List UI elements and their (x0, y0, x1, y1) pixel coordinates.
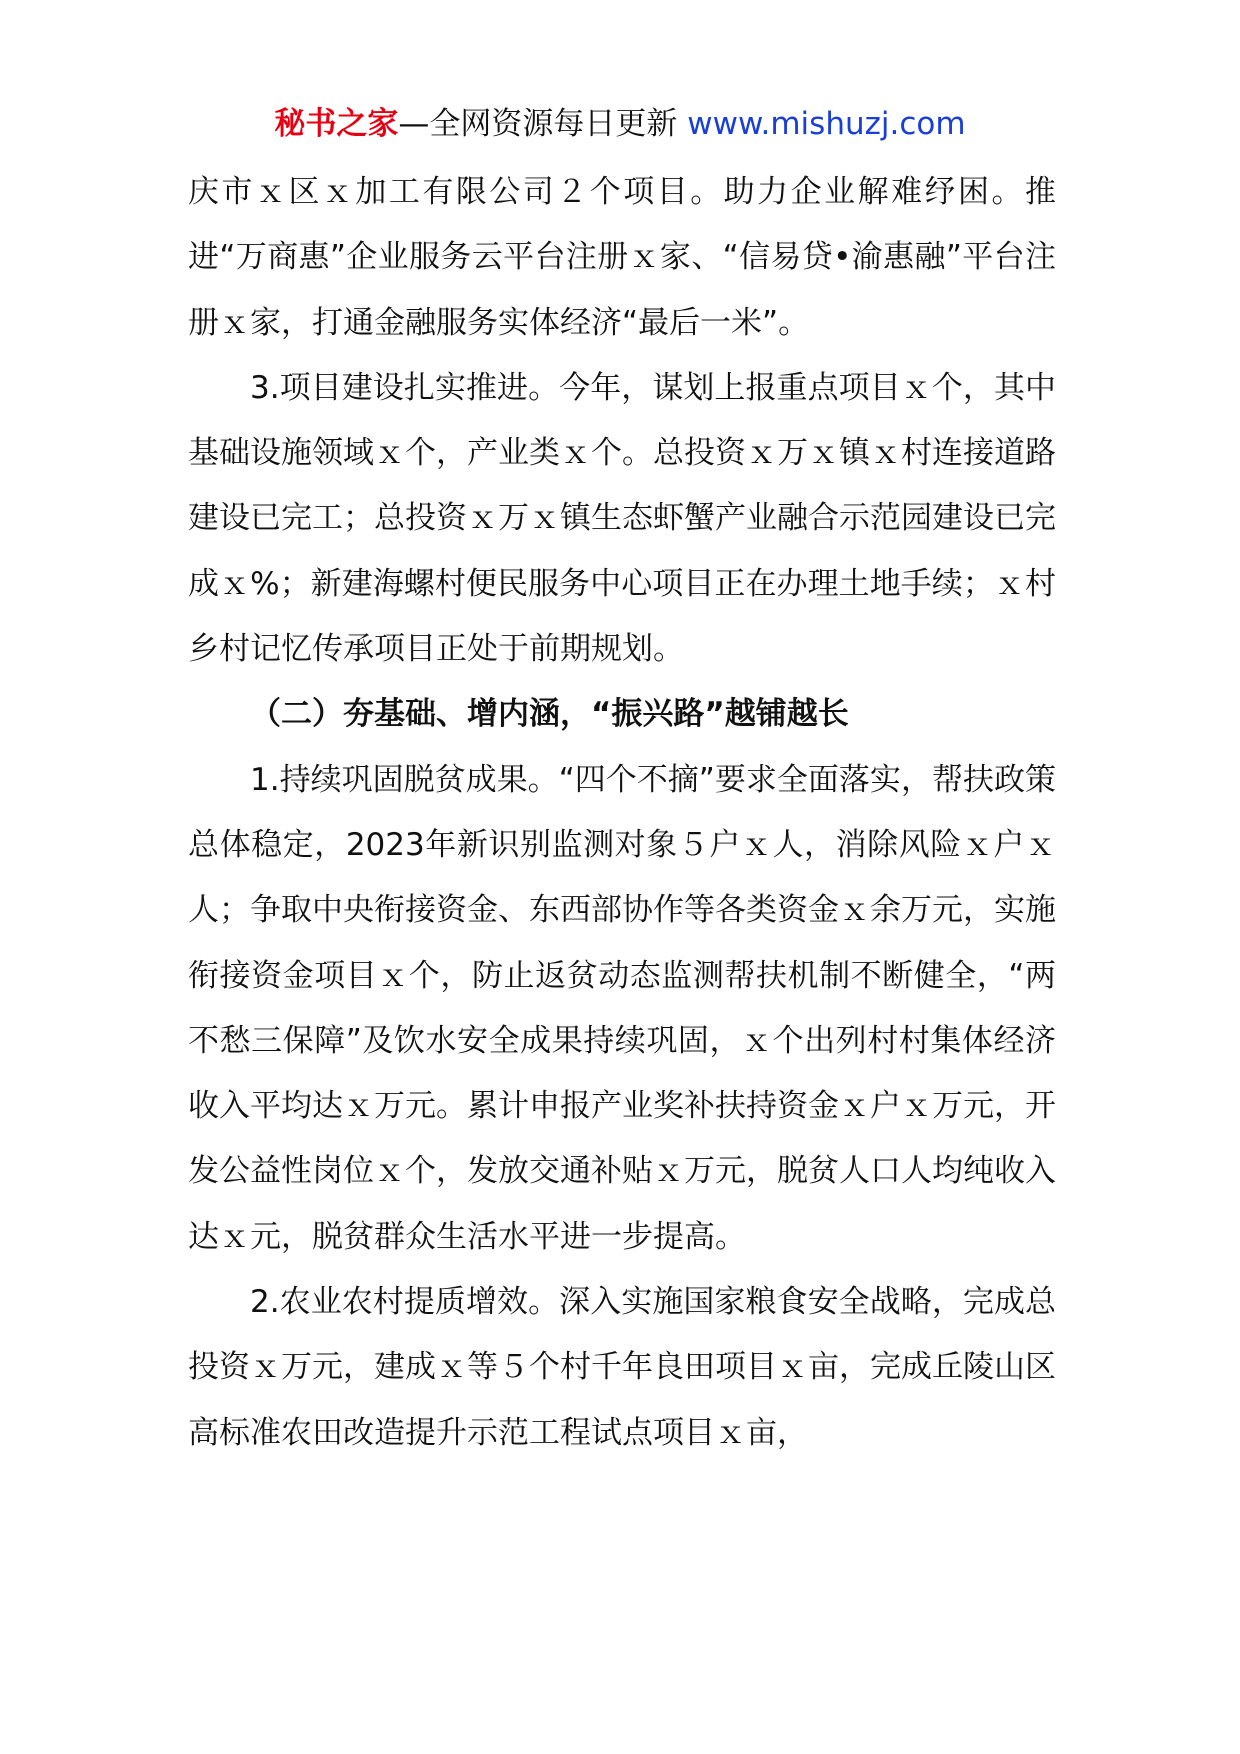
paragraph-agriculture: 2.农业农村提质增效。深入实施国家粮食安全战略，完成总投资ｘ万元，建成ｘ等５个村千年良田项目ｘ亩，完成丘陵山区高标准农田改造提升示范工程试点项目ｘ亩， (188, 1284, 1056, 1451)
paragraph-continuation: 庆市ｘ区ｘ加工有限公司２个项目。助力企业解难纾困。推进“万商惠”企业服务云平台注册ｘ家、“信易贷•渝惠融”平台注册ｘ家，打通金融服务实体经济“最后一米”。 (188, 174, 1056, 341)
paragraph-poverty-alleviation: 1.持续巩固脱贫成果。“四个不摘”要求全面落实，帮扶政策总体稳定，2023年新识别监测对象５户ｘ人，消除风险ｘ户ｘ人；争取中央衔接资金、东西部协作等各类资金ｘ余万元，实施衔接资金项目ｘ个，防止返贫动态监测帮扶机制不断健全，“两不愁三保障”及饮水安全成果持续巩固，ｘ个出列村村集体经济收入平均达ｘ万元。累计申报产业奖补扶持资金ｘ户ｘ万元，开发公益性岗位ｘ个，发放交通补贴ｘ万元，脱贫人口人均纯收入达ｘ元，脱贫群众生活水平进一步提高。 (188, 761, 1056, 1255)
brand-name: 秘书之家 (274, 106, 399, 142)
website-link[interactable]: www.mishuzj.com (687, 106, 966, 142)
document-body (188, 160, 1056, 1466)
paragraph-project-construction: 3.项目建设扎实推进。今年，谋划上报重点项目ｘ个，其中基础设施领域ｘ个，产业类ｘ个。总投资ｘ万ｘ镇ｘ村连接道路建设已完工；总投资ｘ万ｘ镇生态虾蟹产业融合示范园建设已完成ｘ%；新建海螺村便民服务中心项目正在办理土地手续；ｘ村乡村记忆传承项目正处于前期规划。 (188, 369, 1056, 668)
header-tagline: —全网资源每日更新 (398, 106, 678, 142)
page-header (0, 102, 1240, 146)
section-heading: （二）夯基础、增内涵，“振兴路”越铺越长 (250, 696, 849, 733)
